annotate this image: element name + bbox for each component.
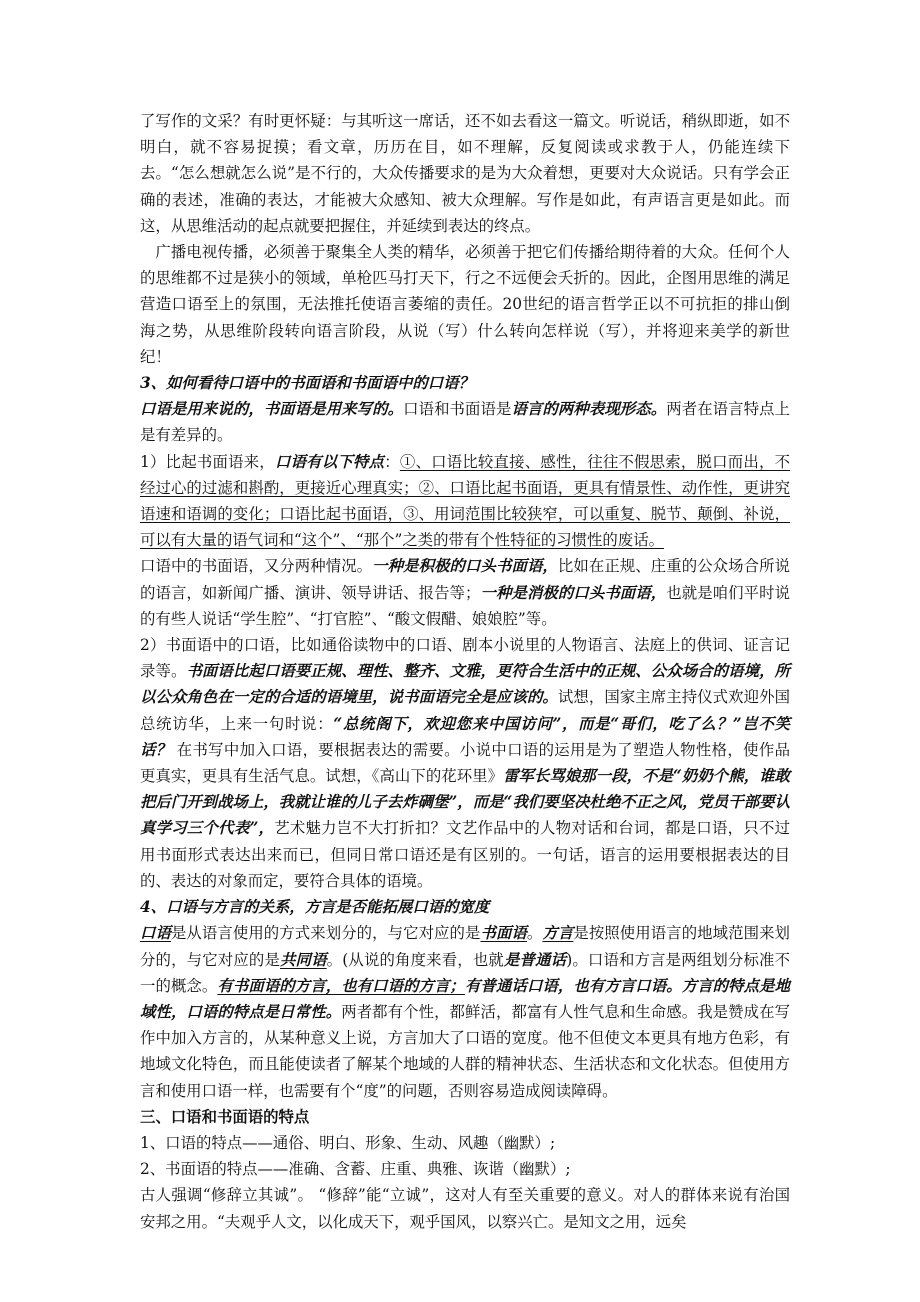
body-text: )。口语和方言是两组划分标准不一的概念。: [140, 950, 790, 995]
emphasis-text: 口语是用来说的，书面语是用来写的。: [140, 400, 404, 419]
body-text: 1）比起书面语来，: [140, 452, 275, 471]
body-text: 。(从说的角度来看，也就: [326, 950, 504, 969]
body-text: 是从语言使用的方式来划分的，与它对应的是: [170, 924, 481, 943]
emphasis-text: 共同语: [280, 950, 327, 969]
emphasis-text: 有书面语的方言，也有口语的方言；: [217, 976, 465, 995]
emphasis-text: 一种是消极的口头书面语，: [480, 583, 667, 602]
paragraph-3: [140, 396, 790, 448]
heading-4: 4、口语与方言的关系，方言是否能拓展口语的宽度: [140, 898, 490, 917]
body-text: 艺术魅力岂不大打折扣？文艺作品中的人物对话和台词，都是口语，只不过用书面形式表达出来而已，但同日常口语还是有区别的。一句话，语言的运用要根据表达的目的、表达的对象而定，要符合具体的语境。: [140, 819, 790, 890]
emphasis-text: 方言: [542, 924, 574, 943]
heading-3: 3、如何看待口语中的书面语和书面语中的口语？: [140, 374, 474, 393]
list-item-2: 2、书面语的特点——准确、含蓄、庄重、典雅、诙谐（幽默）;: [140, 1160, 571, 1179]
emphasis-text: 书面语: [480, 924, 527, 943]
body-text: 也就是咱们平时说的有些人说话“学生腔”、“打官腔”、“酸文假醋、娘娘腔”等。: [140, 583, 790, 628]
list-item-1: 1、口语的特点——通俗、明白、形象、生动、风趣（幽默）;: [140, 1133, 556, 1152]
body-text: 。: [526, 924, 543, 943]
paragraph-2: 广播电视传播，必须善于聚集全人类的精华，必须善于把它们传播给期待着的大众。任何个人的思维都不过是狭小的领域，单枪匹马打天下，行之不远便会夭折的。因此，企图用思维的满足营造口语至上的氛围，无法推托使语言萎缩的责任。20世纪的语言哲学正以不可抗拒的排山倒海之势，从思维阶段转向语言阶段，从说（写）什么转向怎样说（写），并将迎来美学的新世纪！: [140, 243, 790, 366]
paragraph-6: [140, 632, 790, 894]
body-text: 两者都有个性，都鲜活，都富有人性气息和生命感。我是赞成在写作中加入方言的，从某种意义上说，方言加大了口语的宽度。他不但使文本更具有地方色彩，有地域文化特色，而且能使读者了解某个地域的人群的精神状态、生活状态和文化状态。但使用方言和使用口语一样，也需要有个“度”的问题，否则容易造成阅读障碍。: [140, 1002, 790, 1100]
emphasis-text: 一种是积极的口头书面语，: [372, 557, 558, 576]
emphasis-text: 口语有以下特点: [274, 452, 385, 471]
body-text: 口语和书面语是: [403, 400, 512, 419]
paragraph-7: [140, 920, 790, 1103]
paragraph-5: [140, 553, 790, 632]
body-text: 试想，国家主席主持仪式欢迎外国总统访华，上来一句时说：: [140, 688, 790, 733]
emphasis-text: 书面语比起口语要正规、理性、整齐、文雅，更符合生活中的正规、公众场合的语境，所以公众角色在一定的合适的语境里，说书面语完全是应该的。: [140, 662, 790, 707]
paragraph-4: [140, 449, 790, 554]
body-text: 口语中的书面语，又分两种情况。: [140, 557, 373, 576]
emphasis-text: 是普通话: [503, 950, 567, 969]
underlined-text: ①、口语比较直接、感性，往往不假思索，脱口而出，不经过心的过滤和斟酌，更接近心理真实；②、口语比起书面语，更具有情景性、动作性，更讲究语速和语调的变化；口语比起书面语，③、用词范围比较狭窄，可以重复、脱节、颠倒、补说，可以有大量的语气词和“这个”、“那个”之类的带有个性特征的习惯性的废话。: [140, 452, 790, 550]
emphasis-text: 雷军长骂娘那一段，不是“奶奶个熊，谁敢把后门开到战场上，我就让谁的儿子去炸碉堡”，而是“我们要坚决杜绝不正之风，党员干部要认真学习三个代表”，: [140, 767, 790, 838]
body-text: 在书写中加入口语，要根据表达的需要。小说中口语的运用是为了塑造人物性格，使作品更真实，更具有生活气息。试想，《高山下的花环里》: [140, 740, 790, 786]
paragraph-8: 古人强调“修辞立其诚”。 “修辞”能“立诚”，这对人有至关重要的意义。对人的群体来说有治国安邦之用。“夫观乎人文，以化成天下，观乎国风，以察兴亡。是知文之用，远矣: [140, 1186, 790, 1231]
section-heading-3: 三、口语和书面语的特点: [140, 1107, 310, 1126]
body-text: 两者在语言特点上是有差异的。: [140, 400, 790, 445]
body-text: 比如在正规、庄重的公众场合所说的语言，如新闻广播、演讲、领导讲话、报告等；: [140, 557, 790, 602]
paragraph-1: 了写作的文采？有时更怀疑：与其听这一席话，还不如去看这一篇文。听说话，稍纵即逝，如不明白，就不容易捉摸；看文章，历历在目，如不理解，反复阅读或求教于人，仍能连续下去。“怎么想就怎么说”是不行的，大众传播要求的是为大众着想，更要对大众说话。只有学会正确的表述，准确的表达，才能被大众感知、被大众理解。写作是如此，有声语言更是如此。而这，从思维活动的起点就要把握住，并延续到表达的终点。: [140, 112, 790, 235]
emphasis-text: 口语: [140, 924, 171, 943]
emphasis-text: 有普通话口语，也有方言口语。方言的特点是地域性，口语的特点是日常性。: [140, 976, 790, 1021]
body-text: 2）书面语中的口语，比如通俗读物中的口语、剧本小说里的人物语言、法庭上的供词、证言记录等。: [140, 636, 790, 681]
body-text: 是按照使用语言的地域范围来划分的，与它对应的是: [140, 924, 790, 969]
emphasis-text: “总统阁下，欢迎您来中国访问”，而是“哥们，吃了么？”岂不笑话？: [140, 714, 790, 759]
emphasis-text: 语言的两种表现形态。: [511, 400, 667, 419]
body-text: ：: [384, 452, 400, 471]
